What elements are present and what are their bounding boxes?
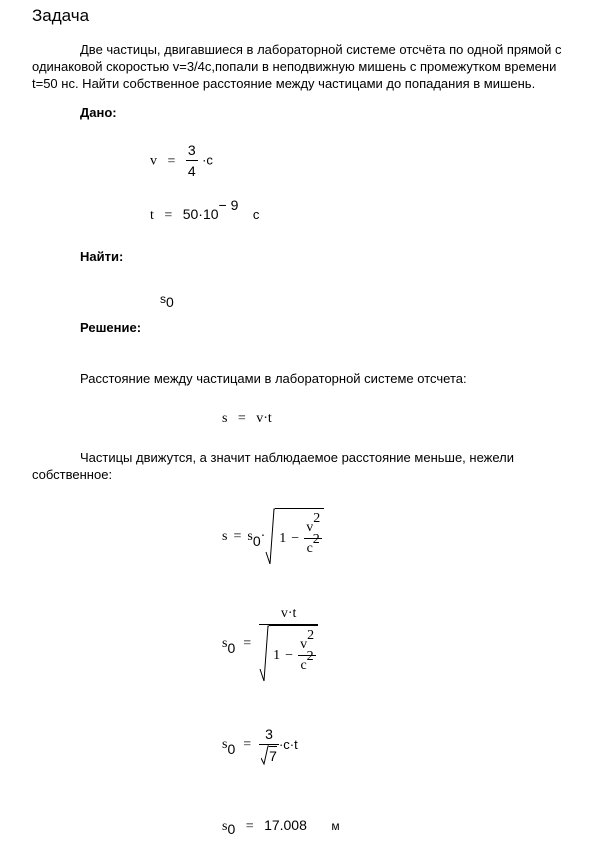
minus-sign: − bbox=[291, 530, 300, 546]
radicand: 7 bbox=[269, 748, 277, 764]
find-variable bbox=[160, 290, 174, 308]
problem-line-3: t=50 нс. Найти собственное расстояние между частицами до попадания в мишень. bbox=[32, 76, 536, 91]
given-v-equation bbox=[150, 140, 213, 181]
exponent: 2 bbox=[313, 511, 321, 526]
minus-sign: − bbox=[285, 647, 294, 663]
t-unit: с bbox=[252, 207, 260, 222]
square-root bbox=[259, 625, 318, 683]
result-equation bbox=[222, 817, 340, 835]
v-symbol: v bbox=[150, 153, 157, 169]
page-title: Задача bbox=[32, 6, 90, 25]
subscript: 0 bbox=[252, 533, 261, 549]
fraction bbox=[259, 604, 318, 683]
t-symbol: t bbox=[150, 208, 154, 223]
square-root bbox=[265, 508, 324, 566]
dot: · bbox=[260, 529, 266, 544]
denominator: 4 bbox=[187, 163, 196, 179]
c-symbol: c bbox=[306, 541, 313, 556]
equals-sign: = bbox=[243, 736, 252, 752]
equals-sign: = bbox=[233, 529, 242, 544]
s0-symbol: s bbox=[222, 736, 228, 752]
solution-text-2-line-2: собственное: bbox=[32, 467, 113, 482]
equation-s-vt bbox=[222, 409, 272, 427]
find-heading: Найти: bbox=[80, 249, 124, 264]
given-heading: Дано: bbox=[80, 105, 117, 120]
rhs: v·t bbox=[256, 411, 272, 426]
t-value: 50·10 bbox=[182, 206, 219, 222]
subscript: 0 bbox=[227, 639, 236, 656]
radical-sign-icon bbox=[259, 625, 269, 683]
equals-sign: = bbox=[167, 153, 176, 169]
s0-symbol: s bbox=[222, 635, 228, 651]
subscript: 0 bbox=[227, 821, 236, 837]
equation-lorentz-contraction bbox=[222, 508, 324, 566]
solution-text-2-line-1: Частицы движутся, а значит наблюдаемое расстояние меньше, нежели bbox=[80, 450, 515, 465]
solution-heading: Решение: bbox=[80, 320, 142, 335]
one: 1 bbox=[279, 530, 287, 546]
multiplier: ·c·t bbox=[278, 737, 298, 752]
v-symbol: v bbox=[300, 637, 308, 652]
s-symbol: s bbox=[160, 292, 166, 306]
subscript: 0 bbox=[166, 294, 174, 310]
fraction bbox=[259, 724, 279, 765]
one: 1 bbox=[273, 647, 281, 663]
exponent: 2 bbox=[307, 628, 315, 643]
s-symbol: s bbox=[222, 411, 228, 426]
equals-sign: = bbox=[164, 208, 173, 223]
numerator: v·t bbox=[280, 606, 297, 621]
equals-sign: = bbox=[245, 819, 254, 834]
c-symbol: c bbox=[300, 658, 307, 673]
s-symbol: s bbox=[222, 529, 228, 544]
fraction bbox=[186, 140, 198, 181]
problem-line-2: одинаковой скоростью v=3/4c,попали в неподвижную мишень с промежутком времени bbox=[32, 59, 557, 74]
subscript: 0 bbox=[227, 740, 236, 757]
s0-symbol: s bbox=[222, 819, 228, 834]
s0-symbol: s bbox=[247, 529, 253, 544]
solution-text-1: Расстояние между частицами в лабораторной системе отсчета: bbox=[80, 371, 467, 386]
problem-line-1: Две частицы, двигавшиеся в лабораторной системе отсчёта по одной прямой с bbox=[80, 42, 562, 57]
v-symbol: v bbox=[306, 520, 314, 535]
equals-sign: = bbox=[237, 411, 246, 426]
numerator: 3 bbox=[187, 142, 196, 158]
equation-proper-distance bbox=[222, 604, 318, 683]
radical-sign-icon bbox=[261, 745, 269, 765]
equation-s0-simplified bbox=[222, 724, 298, 765]
fraction bbox=[304, 511, 322, 559]
given-t-equation bbox=[150, 197, 260, 224]
equals-sign: = bbox=[243, 635, 252, 651]
inner-fraction bbox=[298, 628, 316, 676]
radical-sign-icon bbox=[265, 508, 275, 566]
result-value: 17.008 bbox=[264, 817, 307, 833]
t-exponent: − 9 bbox=[218, 197, 239, 213]
multiplier: ·c bbox=[202, 152, 213, 168]
exponent: 2 bbox=[306, 649, 314, 664]
result-unit: м bbox=[331, 819, 340, 833]
exponent: 2 bbox=[312, 532, 320, 547]
numerator: 3 bbox=[265, 726, 273, 742]
